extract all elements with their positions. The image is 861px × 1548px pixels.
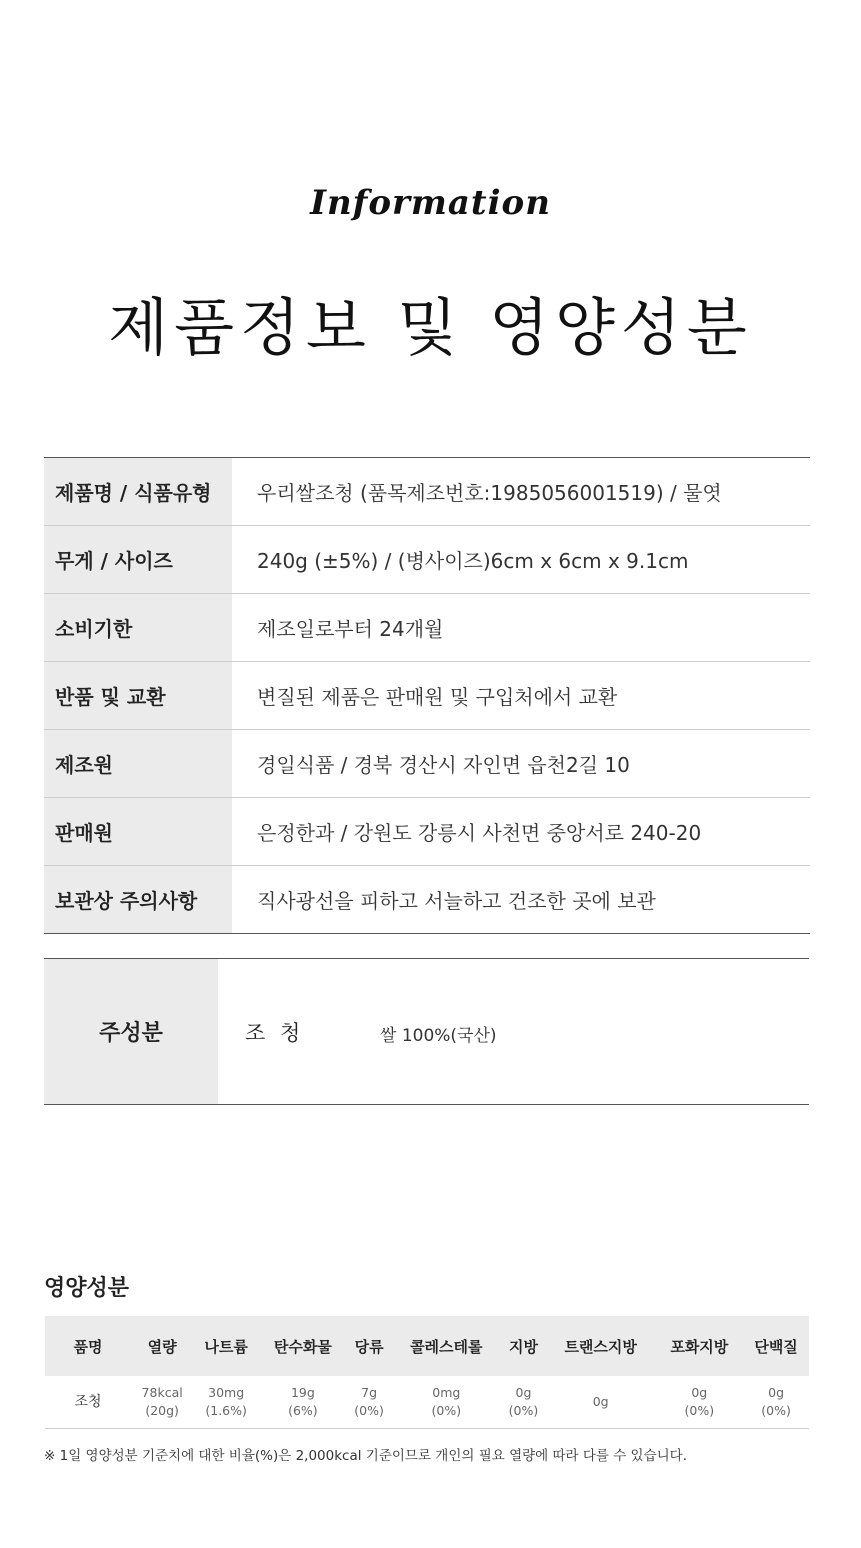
column-header: 콜레스테롤 xyxy=(391,1316,501,1376)
row-value: 경일식품 / 경북 경산시 자인면 읍천2길 10 xyxy=(232,730,810,798)
column-header: 포화지방 xyxy=(655,1316,743,1376)
nutrient-cell xyxy=(347,1376,392,1429)
table-row xyxy=(44,526,810,594)
nutrient-ratio: (0%) xyxy=(684,1403,715,1418)
row-label: 제조원 xyxy=(44,730,232,798)
row-label: 소비기한 xyxy=(44,594,232,662)
nutrient-amount: 0g xyxy=(592,1394,609,1409)
row-name: 조청 xyxy=(74,1394,102,1410)
table-row xyxy=(45,1376,809,1429)
nutrient-amount: 78kcal xyxy=(141,1385,183,1400)
row-value: 직사광선을 피하고 서늘하고 건조한 곳에 보관 xyxy=(257,889,656,913)
column-header: 열량 xyxy=(131,1316,193,1376)
nutrient-ratio: (0%) xyxy=(761,1403,791,1418)
nutrient-cell xyxy=(501,1376,546,1429)
row-label: 무게 / 사이즈 xyxy=(44,526,232,594)
nutrient-ratio: (1.6%) xyxy=(205,1403,247,1418)
nutrient-amount: 30mg xyxy=(208,1385,245,1400)
nutrient-cell xyxy=(131,1376,193,1429)
row-label: 판매원 xyxy=(44,798,232,866)
ingredient-value: 쌀 100%(국산) xyxy=(380,1026,497,1046)
ingredient-name: 조 청 xyxy=(245,1021,305,1045)
table-header-row xyxy=(45,1316,809,1376)
row-value: 변질된 제품은 판매원 및 구입처에서 교환 xyxy=(232,662,810,730)
table-row xyxy=(44,798,810,866)
nutrient-cell xyxy=(259,1376,347,1429)
row-value: 240g (±5%) / (병사이즈)6cm x 6cm x 9.1cm xyxy=(232,526,810,594)
ingredients-label: 주성분 xyxy=(44,959,218,1104)
nutrient-ratio: (0%) xyxy=(354,1403,384,1418)
nutrient-ratio: (0%) xyxy=(508,1403,539,1418)
table-row xyxy=(44,458,810,526)
nutrient-ratio: (20g) xyxy=(145,1403,179,1418)
nutrient-amount: 19g xyxy=(290,1385,315,1400)
footnote: ※ 1일 영양성분 기준치에 대한 비율(%)은 2,000kcal 기준이므로 개인의 필요 열량에 따라 다를 수 있습니다. xyxy=(44,1448,688,1464)
nutrient-cell xyxy=(546,1376,656,1429)
nutrient-amount: 0g xyxy=(691,1385,708,1400)
nutrient-amount: 0mg xyxy=(432,1385,461,1400)
column-header: 트랜스지방 xyxy=(546,1316,656,1376)
row-value: 은정한과 / 강원도 강릉시 사천면 중앙서로 240-20 xyxy=(232,798,810,866)
column-header: 단백질 xyxy=(743,1316,809,1376)
nutrition-title: 영양성분 xyxy=(44,1276,130,1301)
table-row xyxy=(44,662,810,730)
nutrient-ratio: (6%) xyxy=(288,1403,318,1418)
row-label: 보관상 주의사항 xyxy=(44,866,232,934)
table-row xyxy=(44,730,810,798)
nutrient-cell xyxy=(193,1376,259,1429)
nutrient-cell xyxy=(655,1376,743,1429)
row-value: 우리쌀조청 (품목제조번호:1985056001519) / 물엿 xyxy=(232,458,810,526)
table-row xyxy=(44,594,810,662)
script-title: Information xyxy=(310,183,551,223)
ingredients-box xyxy=(44,958,809,1105)
table-row xyxy=(44,866,810,934)
nutrient-amount: 0g xyxy=(515,1385,532,1400)
column-header: 지방 xyxy=(501,1316,546,1376)
row-label: 제품명 / 식품유형 xyxy=(44,458,232,526)
row-value: 제조일로부터 24개월 xyxy=(232,594,810,662)
nutrient-amount: 0g xyxy=(768,1385,785,1400)
row-label: 반품 및 교환 xyxy=(44,662,232,730)
column-header: 품명 xyxy=(45,1316,131,1376)
page-title: 제품정보 및 영양성분 xyxy=(108,291,753,364)
column-header: 당류 xyxy=(347,1316,392,1376)
column-header: 나트륨 xyxy=(193,1316,259,1376)
nutrient-amount: 7g xyxy=(361,1385,378,1400)
nutrition-table xyxy=(45,1316,809,1429)
nutrient-ratio: (0%) xyxy=(431,1403,462,1418)
product-info-table xyxy=(44,457,810,934)
column-header: 탄수화물 xyxy=(259,1316,347,1376)
nutrient-cell xyxy=(391,1376,501,1429)
nutrient-cell xyxy=(743,1376,809,1429)
